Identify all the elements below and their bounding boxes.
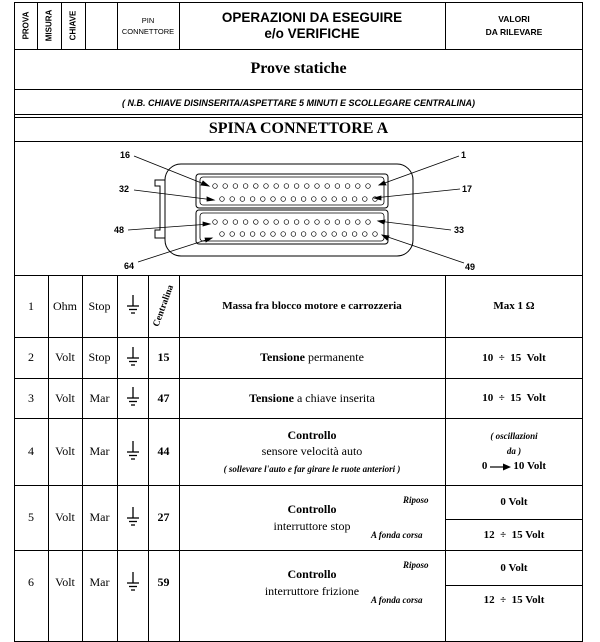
- pin-hole: [230, 197, 235, 202]
- row-number: 2: [28, 350, 34, 364]
- pin-hole: [291, 232, 296, 237]
- ground-icon: [117, 485, 148, 550]
- pin-hole: [352, 232, 357, 237]
- value-riposo: 0 Volt: [500, 561, 528, 574]
- note-banner: ( N.B. CHIAVE DISINSERITA/ASPETTARE 5 MINUTI E SCOLLEGARE CENTRALINA): [121, 98, 475, 108]
- label-riposo: Riposo: [403, 560, 429, 570]
- pin-hole: [213, 184, 218, 189]
- pin-hole: [332, 197, 337, 202]
- pin-hole: [325, 220, 330, 225]
- header-prova: PROVA: [21, 11, 31, 40]
- row-chiave: Mar: [89, 575, 110, 589]
- pin-hole: [322, 197, 327, 202]
- operation-text: Tensione permanente: [260, 350, 364, 364]
- pin-hole: [305, 220, 310, 225]
- pin-hole: [301, 232, 306, 237]
- pin-number: 47: [157, 390, 170, 405]
- row-chiave: Stop: [88, 298, 111, 313]
- ground-icon: [117, 378, 148, 418]
- pin-hole: [274, 220, 279, 225]
- pin-hole: [366, 184, 371, 189]
- label-fondo-corsa: A fonda corsa: [371, 530, 423, 540]
- pin-hole: [264, 220, 269, 225]
- value-riposo: 0 Volt: [500, 496, 528, 508]
- value-fondo-corsa: 12 ÷ 15 Volt: [483, 594, 545, 606]
- connector-title: SPINA CONNETTORE A: [208, 120, 389, 137]
- pin-hole: [352, 197, 357, 202]
- pin-hole: [281, 197, 286, 202]
- pin-hole: [356, 184, 361, 189]
- pin-hole: [281, 232, 286, 237]
- pin-hole: [335, 220, 340, 225]
- pin-number: 15: [157, 350, 170, 364]
- label-fondo-corsa: A fonda corsa: [371, 595, 423, 605]
- pin-label-17: 17: [462, 184, 473, 194]
- pin-hole: [284, 184, 289, 189]
- pin-hole: [233, 220, 238, 225]
- pin-hole: [271, 232, 276, 237]
- row-misura: Volt: [55, 390, 75, 405]
- pin-hole: [294, 220, 299, 225]
- ground-icon: [117, 337, 148, 378]
- pin-hole: [342, 197, 347, 202]
- row-number: 1: [28, 298, 34, 313]
- pin-hole: [250, 232, 255, 237]
- pin-hole: [342, 232, 347, 237]
- pin-hole: [250, 197, 255, 202]
- header-misura: MISURA: [44, 9, 54, 42]
- pin-hole: [230, 232, 235, 237]
- operation-text: Controllo interruttore stop: [273, 501, 351, 533]
- ground-icon: [117, 418, 148, 485]
- label-riposo: Riposo: [403, 495, 429, 505]
- operation-text: Controllo interruttore frizione: [264, 566, 360, 598]
- pin-hole: [325, 184, 330, 189]
- value-text: Max 1 Ω: [493, 300, 535, 312]
- row-chiave: Stop: [88, 350, 111, 364]
- row-misura: Volt: [55, 575, 75, 589]
- pin-hole: [220, 232, 225, 237]
- pin-hole: [220, 197, 225, 202]
- ground-icon: [117, 275, 148, 337]
- test-sheet: [14, 2, 583, 642]
- pin-hole: [254, 220, 259, 225]
- pin-hole: [366, 220, 371, 225]
- header-chiave: CHIAVE: [68, 10, 78, 41]
- row-number: 6: [28, 575, 34, 589]
- pin-label-64: 64: [124, 261, 135, 271]
- pin-hole: [294, 184, 299, 189]
- pin-hole: [373, 232, 378, 237]
- arrow-right-icon: [489, 463, 511, 471]
- pin-hole: [335, 184, 340, 189]
- pin-hole: [301, 197, 306, 202]
- row-number: 5: [28, 510, 34, 524]
- row-misura: Ohm: [53, 298, 77, 313]
- pin-hole: [305, 184, 310, 189]
- value-text: 10 ÷ 15 Volt: [482, 392, 546, 404]
- pin-hole: [345, 220, 350, 225]
- pin-label-32: 32: [119, 184, 130, 194]
- pin-hole: [243, 220, 248, 225]
- pin-centralina: Centralina: [151, 283, 176, 329]
- pin-label-48: 48: [114, 225, 125, 235]
- connector-diagram: [14, 142, 583, 276]
- pin-hole: [332, 232, 337, 237]
- operation-text: Massa fra blocco motore e carrozzeria: [222, 300, 402, 312]
- pin-hole: [322, 232, 327, 237]
- pin-hole: [254, 184, 259, 189]
- row-chiave: Mar: [89, 510, 110, 524]
- row-number: 4: [28, 444, 34, 458]
- operation-text: Tensione a chiave inserita: [249, 390, 375, 405]
- pin-hole: [213, 220, 218, 225]
- pin-hole: [271, 197, 276, 202]
- pin-label-49: 49: [465, 262, 476, 272]
- row-number: 3: [28, 390, 34, 405]
- pin-hole: [233, 184, 238, 189]
- operation-text: Controllo sensore velocità auto ( sollevare l'auto e far girare le ruote anteriori ): [223, 427, 401, 474]
- pin-hole: [363, 232, 368, 237]
- pin-hole: [240, 197, 245, 202]
- row-chiave: Mar: [89, 444, 110, 458]
- pin-hole: [284, 220, 289, 225]
- value-text: ( oscillazioni da ) 0 10 Volt: [481, 431, 547, 472]
- header-pin-connettore: PIN CONNETTORE: [121, 15, 175, 36]
- pin-hole: [356, 220, 361, 225]
- pin-hole: [363, 197, 368, 202]
- row-chiave: Mar: [89, 390, 110, 405]
- pin-number: 27: [157, 510, 170, 524]
- pin-label-1: 1: [461, 150, 467, 160]
- pin-hole: [315, 220, 320, 225]
- pin-hole: [291, 197, 296, 202]
- value-fondo-corsa: 12 ÷ 15 Volt: [483, 528, 545, 541]
- section-title: Prove statiche: [250, 60, 347, 77]
- ground-icon: [117, 550, 148, 615]
- pin-hole: [315, 184, 320, 189]
- row-misura: Volt: [55, 350, 75, 364]
- pin-number: 59: [157, 575, 170, 589]
- row-misura: Volt: [55, 444, 75, 458]
- pin-number: 44: [157, 444, 170, 458]
- header-operazioni: OPERAZIONI DA ESEGUIRE e/o VERIFICHE: [221, 9, 403, 41]
- pin-label-33: 33: [454, 225, 465, 235]
- pin-hole: [312, 232, 317, 237]
- header-valori: VALORI DA RILEVARE: [485, 13, 543, 37]
- pin-label-16: 16: [120, 150, 131, 160]
- value-text: 10 ÷ 15 Volt: [482, 351, 546, 364]
- pin-hole: [264, 184, 269, 189]
- pin-hole: [274, 184, 279, 189]
- pin-hole: [261, 232, 266, 237]
- pin-hole: [223, 220, 228, 225]
- pin-hole: [312, 197, 317, 202]
- pin-hole: [223, 184, 228, 189]
- pin-hole: [243, 184, 248, 189]
- pin-hole: [240, 232, 245, 237]
- row-misura: Volt: [55, 510, 75, 524]
- pin-hole: [261, 197, 266, 202]
- pin-hole: [345, 184, 350, 189]
